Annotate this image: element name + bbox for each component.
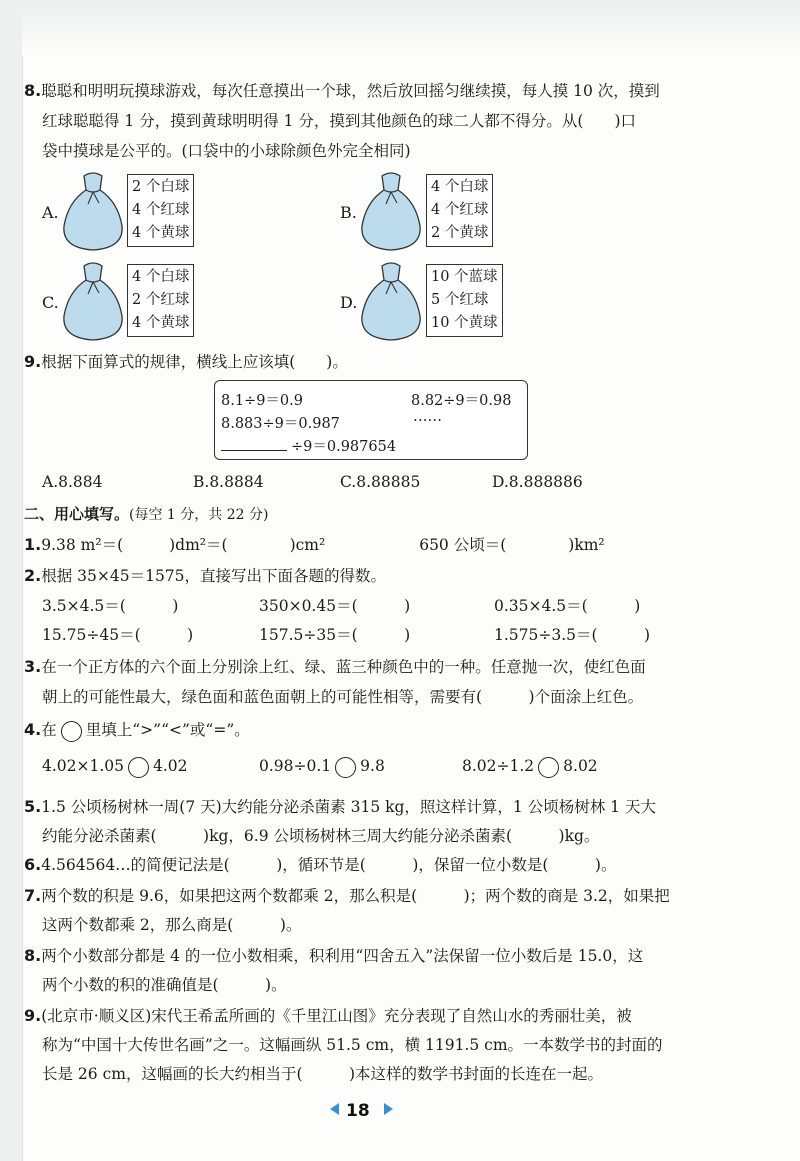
q2-item: 15.75÷45＝( ) (42, 626, 194, 644)
q8-option-b-label[interactable]: B. (340, 203, 357, 222)
ball-line: 4 个白球 (132, 269, 190, 285)
q9-option-b[interactable]: B.8.8884 (193, 473, 264, 491)
ball-line: 10 个黄球 (431, 315, 498, 331)
fill-q3-line1: 3.在一个正方体的六个面上分别涂上红、绿、蓝三种颜色中的一种。任意抛一次，使红色面 (24, 657, 646, 676)
compare-circle[interactable] (128, 757, 149, 778)
triangle-right-icon (384, 1103, 393, 1115)
ball-bag-icon (358, 168, 424, 252)
ball-line: 5 个红球 (431, 292, 489, 308)
ball-line: 4 个白球 (431, 179, 489, 195)
compare-item: 0.98÷0.1 9.8 (259, 756, 385, 778)
q8-mc-line1: 8.聪聪和明明玩摸球游戏，每次任意摸出一个球，然后放回摇匀继续摸，每人摸 10 次，摸到 (24, 81, 660, 100)
fill-q8-line1: 8.两个小数部分都是 4 的一位小数相乘，积利用“四舍五入”法保留一位小数后是 15.0，这 (24, 946, 644, 965)
q8-mc-line3: 袋中摸球是公平的。(口袋中的小球除颜色外完全相同) (42, 142, 411, 160)
q8-option-a-box (127, 174, 194, 247)
equation-pattern-box (214, 380, 528, 460)
q2-item: 1.575÷3.5＝( ) (494, 626, 651, 644)
fill-q2: 2.根据 35×45＝1575，直接写出下面各题的得数。 (24, 566, 387, 585)
q2-item: 3.5×4.5＝( ) (42, 597, 179, 615)
fill-q4: 4.在 里填上“>”“<”或“=”。 (24, 720, 786, 742)
page-binding-edge (0, 0, 23, 1161)
ellipsis: …… (413, 409, 442, 425)
compare-circle[interactable] (335, 757, 356, 778)
page-top-shade (22, 0, 800, 56)
q2-item: 0.35×4.5＝( ) (494, 597, 641, 615)
ball-line: 4 个红球 (132, 202, 190, 218)
equation: 8.883÷9＝0.987 (221, 416, 340, 432)
section-2-heading: 二、用心填写。(每空 1 分，共 22 分) (24, 505, 269, 523)
q2-item: 157.5÷35＝( ) (259, 626, 411, 644)
answer-blank[interactable] (221, 436, 287, 451)
ball-line: 2 个红球 (132, 292, 190, 308)
fill-q6: 6.4.564564…的简便记法是( )，循环节是( )，保留一位小数是( )。 (24, 855, 617, 874)
fill-q8-line2: 两个小数的积的准确值是( )。 (42, 976, 287, 994)
equation: 8.82÷9＝0.98 (411, 393, 512, 409)
fill-q9-line3: 长是 26 cm，这幅画的长大约相当于( )本这样的数学书封面的长连在一起。 (42, 1065, 604, 1083)
triangle-left-icon (330, 1103, 339, 1115)
fill-q9-line2: 称为“中国十大传世名画”之一。这幅画纵 51.5 cm，横 1191.5 cm。一本数学书的封面的 (42, 1036, 663, 1054)
q9-option-c[interactable]: C.8.88885 (340, 473, 421, 491)
ball-line: 4 个黄球 (132, 315, 190, 331)
compare-item: 4.02×1.05 4.02 (42, 756, 188, 778)
equation-with-blank: ÷9＝0.987654 (221, 435, 396, 456)
ball-bag-icon (60, 258, 126, 342)
ball-bag-icon (358, 258, 424, 342)
fill-q5-line1: 5.1.5 公顷杨树林一周(7 天)大约能分泌杀菌素 315 kg，照这样计算，1 公顷杨树林 1 天大 (24, 797, 656, 816)
compare-circle[interactable] (538, 757, 559, 778)
ball-line: 2 个白球 (132, 179, 190, 195)
q2-item: 350×0.45＝( ) (259, 597, 411, 615)
q8-option-c-label[interactable]: C. (42, 293, 59, 312)
fill-q1: 1.9.38 m²＝( )dm²＝( )cm² 650 公顷＝( )km² (24, 535, 605, 554)
ball-line: 2 个黄球 (431, 225, 489, 241)
ball-line: 4 个红球 (431, 202, 489, 218)
compare-circle (61, 721, 82, 742)
fill-q7-line1: 7.两个数的积是 9.6，如果把这两个数都乘 2，那么积是( )；两个数的商是 3.2，如果把 (24, 886, 670, 905)
ball-bag-icon (60, 168, 126, 252)
fill-q7-line2: 这两个数都乘 2，那么商是( )。 (42, 916, 302, 934)
q8-option-b-box (426, 174, 493, 247)
q9-option-d[interactable]: D.8.888886 (492, 473, 583, 491)
fill-q3-line2: 朝上的可能性最大，绿色面和蓝色面朝上的可能性相等，需要有( )个面涂上红色。 (42, 688, 644, 706)
page-number: 18 (346, 1101, 370, 1121)
q8-option-d-box (426, 264, 503, 337)
q8-mc-line2: 红球聪聪得 1 分，摸到黄球明明得 1 分，摸到其他颜色的球二人都不得分。从( )口 (42, 112, 637, 130)
equation: 8.1÷9＝0.9 (221, 393, 303, 409)
fill-q5-line2: 约能分泌杀菌素( )kg，6.9 公顷杨树林三周大约能分泌杀菌素( )kg。 (42, 827, 600, 845)
fill-q9-line1: 9.(北京市·顺义区)宋代王希孟所画的《千里江山图》充分表现了自然山水的秀丽壮美，被 (24, 1006, 632, 1025)
q8-option-d-label[interactable]: D. (340, 293, 358, 312)
ball-line: 4 个黄球 (132, 225, 190, 241)
ball-line: 10 个蓝球 (431, 269, 498, 285)
q9-option-a[interactable]: A.8.884 (42, 473, 103, 491)
q8-option-c-box (127, 264, 194, 337)
compare-item: 8.02÷1.2 8.02 (462, 756, 598, 778)
q8-option-a-label[interactable]: A. (42, 203, 59, 222)
q9-mc-line: 9.根据下面算式的规律，横线上应该填( )。 (24, 352, 348, 371)
